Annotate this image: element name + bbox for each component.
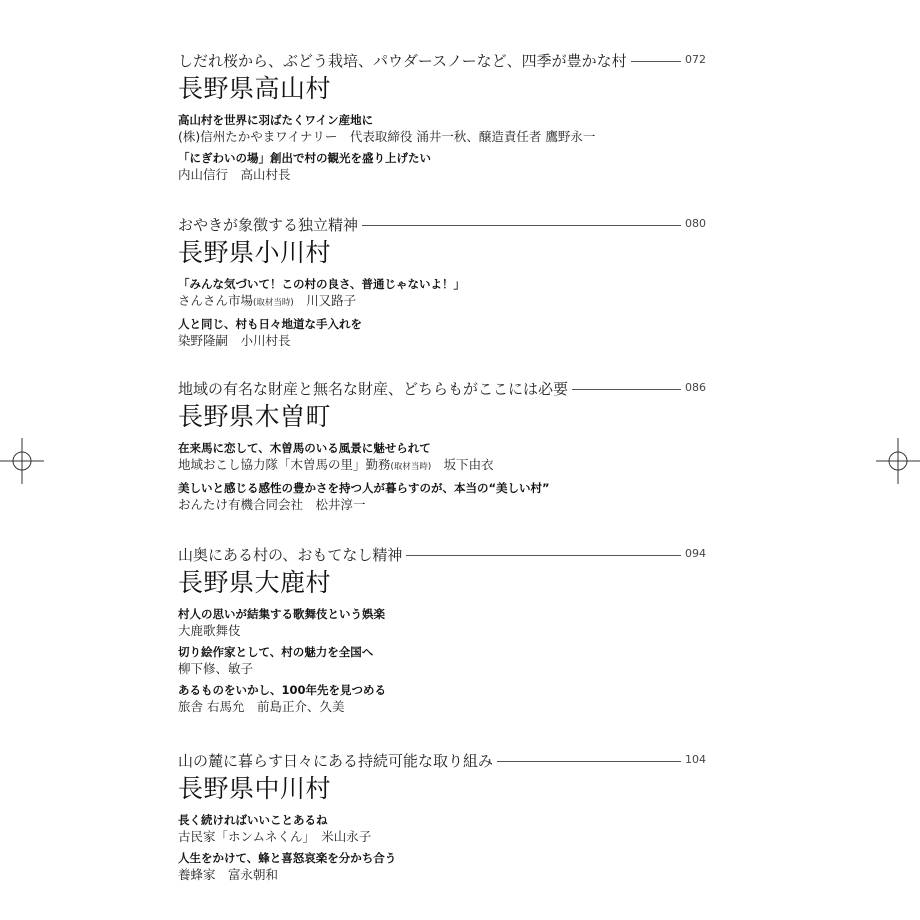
article-people-after: 坂下由衣 — [431, 457, 494, 472]
article-item — [178, 644, 706, 678]
toc-section-takayama — [178, 50, 706, 188]
article-people: 大鹿歌舞伎 — [178, 623, 241, 638]
article-people: 柳下修、敏子 — [178, 661, 254, 676]
section-title: 長野県中川村 — [178, 774, 332, 803]
article-item — [178, 480, 706, 514]
tagline-row — [178, 50, 706, 74]
tagline-row — [178, 544, 706, 568]
leader-line — [572, 389, 681, 390]
article-headline: 長く続ければいいことあるね — [178, 813, 328, 827]
leader-line — [631, 61, 681, 62]
section-title: 長野県大鹿村 — [178, 568, 332, 597]
article-headline: 「にぎわいの場」創出で村の観光を盛り上げたい — [178, 151, 431, 165]
article-people: 古民家「ホンムネくん」 米山永子 — [178, 829, 372, 844]
section-tagline: 地域の有名な財産と無名な財産、どちらもがここには必要 — [178, 380, 569, 398]
page-number: 080 — [685, 217, 706, 230]
leader-line — [362, 225, 681, 226]
article-headline: 在来馬に恋して、木曽馬のいる風景に魅せられて — [178, 441, 431, 455]
article-headline: 村人の思いが結集する歌舞伎という娯楽 — [178, 607, 385, 621]
article-headline: 美しいと感じる感性の豊かさを持つ人が暮らすのが、本当の“美しい村” — [178, 481, 550, 495]
article-list — [178, 112, 706, 184]
page-number: 072 — [685, 53, 706, 66]
section-tagline: しだれ桜から、ぶどう栽培、パウダースノーなど、四季が豊かな村 — [178, 52, 627, 70]
article-item — [178, 316, 706, 350]
article-item — [178, 150, 706, 184]
right-registration-mark-icon — [876, 438, 920, 484]
article-people: (株)信州たかやまワイナリー 代表取締役 涌井一秋、醸造責任者 鷹野永一 — [178, 129, 596, 144]
toc-section-nakagawa — [178, 750, 706, 888]
left-registration-mark-icon — [0, 438, 44, 484]
section-title: 長野県木曽町 — [178, 402, 332, 431]
article-people: 染野隆嗣 小川村長 — [178, 333, 291, 348]
article-list — [178, 606, 706, 716]
article-people: 内山信行 高山村長 — [178, 167, 291, 182]
tagline-row — [178, 214, 706, 238]
article-note: (取材当時) — [253, 298, 294, 308]
section-title: 長野県小川村 — [178, 238, 332, 267]
article-people: さんさん市場 — [178, 293, 254, 308]
toc-section-ogawa — [178, 214, 706, 354]
article-item — [178, 440, 706, 476]
article-list — [178, 276, 706, 350]
article-headline: 「みんな気づいて！この村の良さ、普通じゃないよ！」 — [178, 277, 466, 291]
page-number: 104 — [685, 753, 706, 766]
article-note: (取材当時) — [390, 462, 432, 472]
section-tagline: 山の麓に暮らす日々にある持続可能な取り組み — [178, 752, 494, 770]
leader-line — [497, 761, 681, 762]
article-list — [178, 440, 706, 514]
article-people: 養蜂家 富永朝和 — [178, 867, 279, 882]
article-people-after: 川又路子 — [293, 293, 357, 308]
leader-line — [406, 555, 681, 556]
tagline-row — [178, 378, 706, 402]
article-headline: 切り絵作家として、村の魅力を全国へ — [178, 645, 374, 659]
article-people: 地域おこし協力隊「木曽馬の里」勤務 — [178, 457, 391, 472]
toc-section-oshika — [178, 544, 706, 720]
article-people-line — [178, 292, 706, 312]
section-title: 長野県高山村 — [178, 74, 332, 103]
article-people: おんたけ有機合同会社 松井淳一 — [178, 497, 366, 512]
article-headline: 高山村を世界に羽ばたくワイン産地に — [178, 113, 374, 127]
section-tagline: おやきが象徴する独立精神 — [178, 216, 359, 234]
article-item — [178, 850, 706, 884]
article-people-line — [178, 456, 706, 476]
article-headline: 人生をかけて、蜂と喜怒哀楽を分かち合う — [178, 851, 397, 865]
section-tagline: 山奥にある村の、おもてなし精神 — [178, 546, 403, 564]
article-item — [178, 682, 706, 716]
article-list — [178, 812, 706, 884]
article-item — [178, 812, 706, 846]
article-headline: 人と同じ、村も日々地道な手入れを — [178, 317, 362, 331]
page-number: 086 — [685, 381, 706, 394]
article-headline: あるものをいかし、100年先を見つめる — [178, 683, 387, 697]
article-item — [178, 606, 706, 640]
article-item — [178, 276, 706, 312]
article-people: 旅舎 右馬允 前島正介、久美 — [178, 699, 345, 714]
toc-section-kiso — [178, 378, 706, 518]
page-number: 094 — [685, 547, 706, 560]
tagline-row — [178, 750, 706, 774]
article-item — [178, 112, 706, 146]
